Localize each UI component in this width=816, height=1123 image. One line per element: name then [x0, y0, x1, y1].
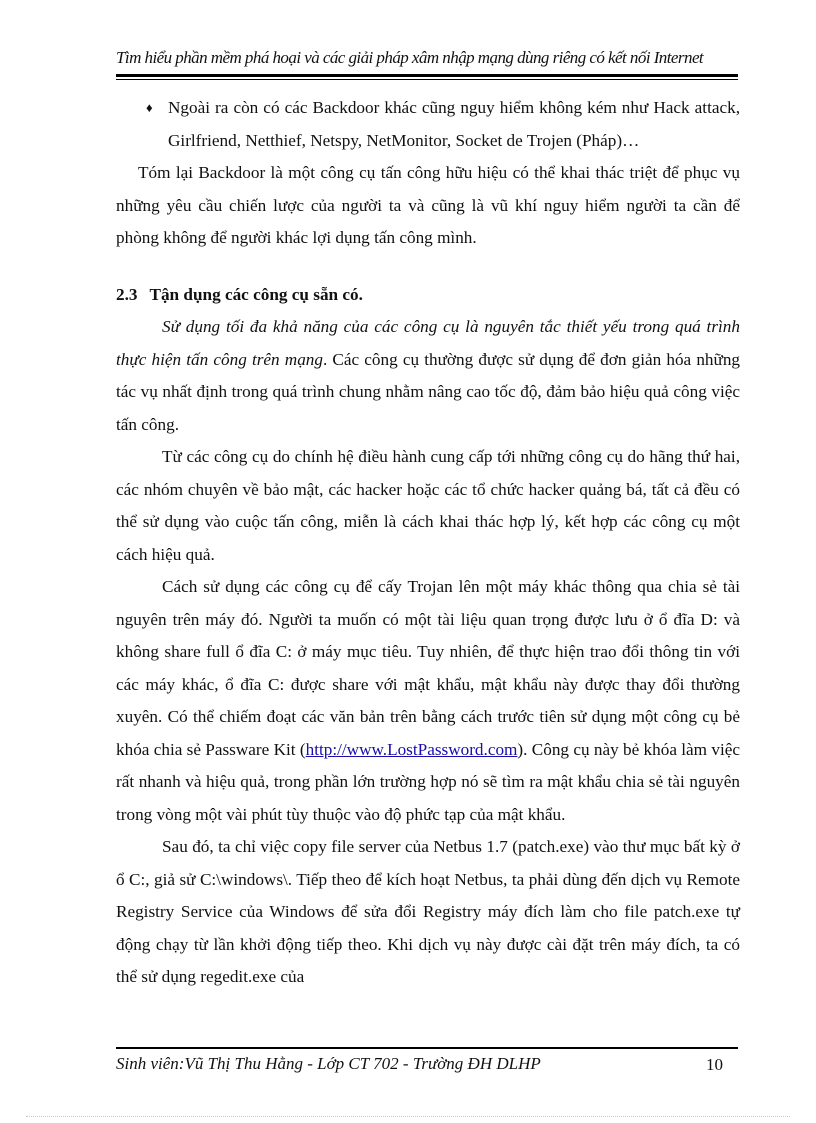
page-number: 10 — [706, 1055, 723, 1074]
bullet-item — [116, 92, 740, 157]
bullet-text: Ngoài ra còn có các Backdoor khác cũng nguy hiểm không kém như Hack attack, Girlfriend, Netthief, Netspy, NetMonitor, Socket de Trojen (Pháp)… — [168, 98, 740, 150]
lostpassword-link[interactable]: http://www.LostPassword.com — [305, 739, 518, 759]
section-number: 2.3 — [116, 284, 138, 304]
paragraph-1 — [116, 311, 740, 441]
diamond-bullet-icon: ♦ — [146, 100, 153, 115]
section-title: Tận dụng các công cụ sẵn có. — [149, 284, 363, 304]
footer-author: Sinh viên:Vũ Thị Thu Hằng - Lớp CT 702 - Trường ĐH DLHP — [116, 1054, 541, 1073]
spacer — [116, 255, 740, 279]
page-edge — [26, 1116, 790, 1117]
paragraph-3-before: Cách sử dụng các công cụ để cấy Trojan lên một máy khác thông qua chia sẻ tài nguyên trên máy đó. Người ta muốn có một tài liệu quan trọng được lưu ở ổ đĩa D: và không share full ổ đĩa C: ở máy mục tiêu. Tuy nhiên, để thực hiện trao đổi thông tin với các máy khác, ổ đĩa C: được share với mật khẩu, mật khẩu này được thay đổi thường xuyên. Có thể chiếm đoạt các văn bản trên bằng cách trước tiên sử dụng một công cụ bẻ khóa chia sẻ Passware Kit ( — [116, 577, 740, 759]
paragraph-2: Từ các công cụ do chính hệ điều hành cung cấp tới những công cụ do hãng thứ hai, các nhóm chuyên về bảo mật, các hacker hoặc các tổ chức hacker quảng bá, tất cả đều có thể sử dụng vào cuộc tấn công, miễn là cách khai thác hợp lý, kết hợp các công cụ một cách hiệu quả. — [116, 447, 740, 564]
document-body — [116, 92, 740, 994]
summary-paragraph: Tóm lại Backdoor là một công cụ tấn công hữu hiệu có thể khai thác triệt để phục vụ những yêu cầu chiến lược của người ta và cũng là vũ khí nguy hiểm người ta cần để phòng không để người khác lợi dụng tấn công mình. — [116, 163, 740, 247]
paragraph-4: Sau đó, ta chỉ việc copy file server của Netbus 1.7 (patch.exe) vào thư mục bất kỳ ở ổ C:, giả sử C:\windows\. Tiếp theo để kích hoạt Netbus, ta phải dùng đến dịch vụ Remote Registry Service của Windows để sửa đổi Registry máy đích làm cho file patch.exe tự động chạy từ lần khởi động tiếp theo. Khi dịch vụ này được cài đặt trên máy đích, ta có thể sử dụng regedit.exe của — [116, 837, 740, 986]
paragraph-1-italic: Sử dụng tối đa khả năng của các công cụ là nguyên tắc thiết yếu trong quá trình thực hiện tấn công trên mạng — [116, 317, 740, 369]
paragraph-3 — [116, 571, 740, 831]
footer-rule — [116, 1047, 738, 1049]
header-rule — [116, 74, 738, 80]
paragraph-3-after: ). Công cụ này bẻ khóa làm việc rất nhanh và hiệu quả, trong phần lớn trường hợp nó sẽ tìm ra mật khẩu chia sẻ tài nguyên trong vòng một vài phút tùy thuộc vào độ phức tạp của mật khẩu. — [116, 739, 740, 824]
paragraph-1-rest: . Các công cụ thường được sử dụng để đơn giản hóa những tác vụ nhất định trong quá trình chung nhằm nâng cao tốc độ, đảm bảo hiệu quả công việc tấn công. — [116, 349, 741, 434]
running-header: Tìm hiểu phần mềm phá hoại và các giải pháp xâm nhập mạng dùng riêng có kết nối Internet — [116, 48, 704, 67]
section-heading — [116, 279, 740, 312]
